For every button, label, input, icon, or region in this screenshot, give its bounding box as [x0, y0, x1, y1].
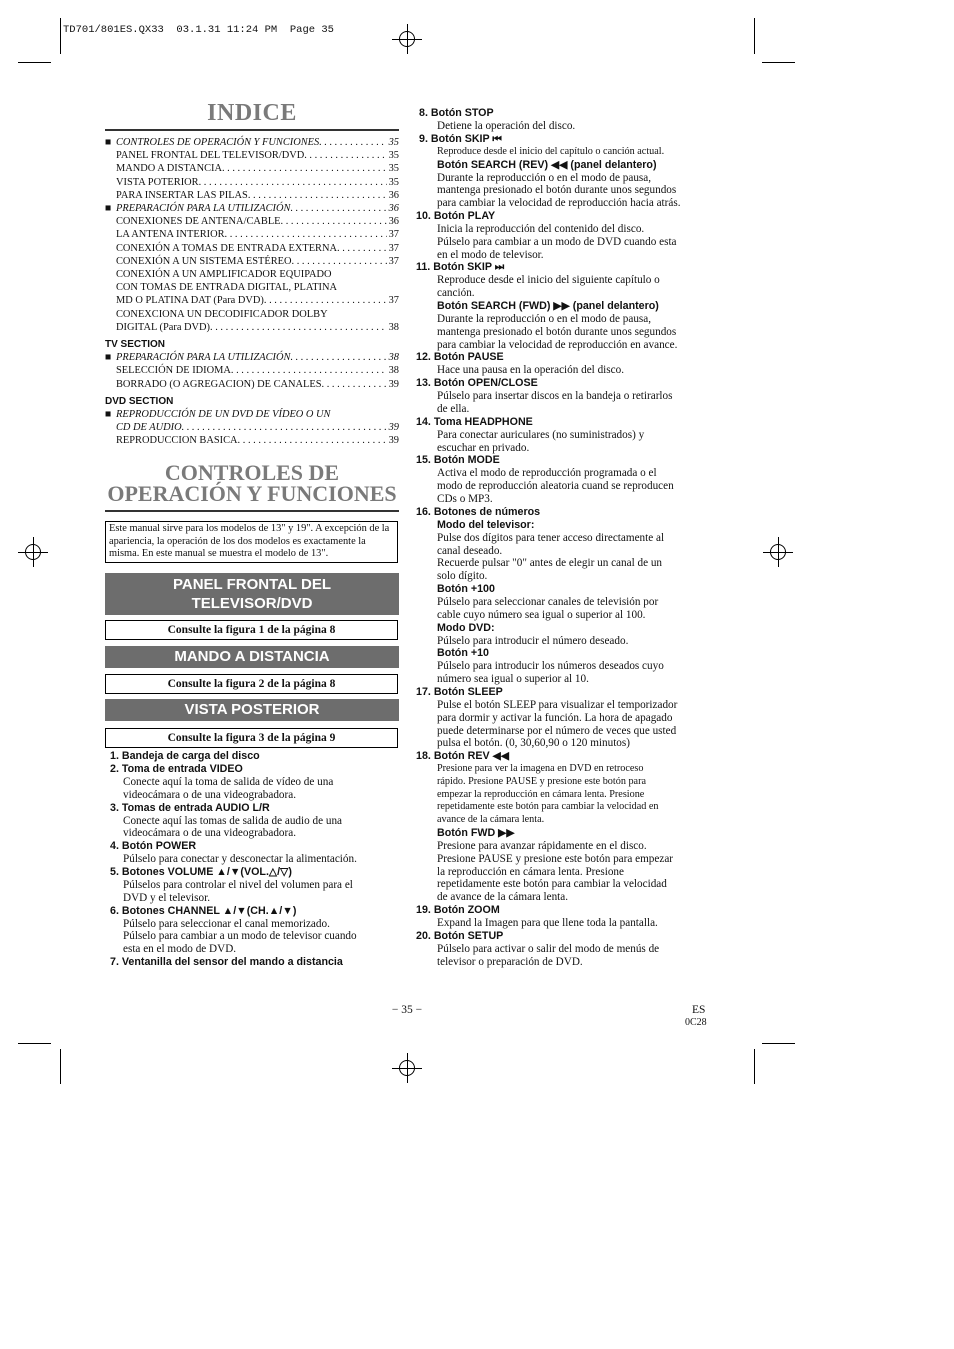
- index-title: INDICE: [207, 100, 297, 126]
- toc-entry-label: CONTROLES DE OPERACIÓN Y FUNCIONES: [116, 137, 320, 148]
- item-heading: 8. Botón STOP: [419, 107, 494, 119]
- item-description: Detiene la operación del disco.: [437, 120, 576, 132]
- item-heading: 6. Botones CHANNEL ▲/▼(CH.▲/▼): [110, 904, 297, 917]
- registration-mark-icon: [763, 537, 793, 567]
- item-description: Durante la reproducción o en el modo de pausa,: [437, 312, 652, 325]
- toc-entry-label: CD DE AUDIO: [116, 422, 182, 434]
- item-heading: 18. Botón REV ◀◀: [416, 750, 510, 763]
- section-title-line: OPERACIÓN Y FUNCIONES: [107, 481, 397, 506]
- table-of-contents: [105, 136, 399, 448]
- item-description: Para conectar auriculares (no suministrados) y: [437, 428, 645, 441]
- item-heading: 3. Tomas de entrada AUDIO L/R: [110, 801, 270, 814]
- item-description: DVD y el televisor.: [123, 891, 210, 904]
- page-number: − 35 −: [391, 1004, 423, 1016]
- toc-entry-label: CONEXCIONA UN DECODIFICADOR DOLBY: [116, 308, 328, 320]
- panel-frontal-reference: Consulte la figura 1 de la página 8: [105, 620, 398, 640]
- bullet-icon: ■: [105, 352, 112, 364]
- section-title: [105, 462, 399, 504]
- toc-entry-label: PREPARACIÓN PARA LA UTILIZACIÓN: [116, 352, 291, 364]
- divider: [105, 510, 399, 512]
- registration-mark-icon: [392, 1053, 422, 1083]
- mando-reference: Consulte la figura 2 de la página 8: [105, 674, 398, 694]
- item-description: para cambiar la velocidad de reproducción en avance.: [437, 338, 678, 351]
- item-description: puede determinarse por el número de veces que usted: [437, 724, 677, 737]
- toc-entry-label: VISTA POTERIOR: [116, 176, 199, 188]
- vista-heading: VISTA POSTERIOR: [105, 699, 399, 721]
- toc-entry-label: PREPARACIÓN PARA LA UTILIZACIÓN: [116, 203, 291, 215]
- item-description: videocámara o de una videograbadora.: [123, 788, 297, 801]
- mando-heading: MANDO A DISTANCIA: [105, 646, 399, 668]
- item-description: de ella.: [437, 402, 470, 415]
- item-subheading: Modo del televisor:: [437, 518, 535, 531]
- bullet-icon: ■: [105, 409, 112, 421]
- toc-entry-page: 35: [388, 150, 399, 162]
- toc-entry-label: MANDO A DISTANCIA: [116, 163, 222, 175]
- registration-mark-icon: [392, 24, 422, 54]
- toc-entry: [105, 308, 399, 321]
- section-title-line: CONTROLES DE: [164, 460, 340, 485]
- right-item-list: [416, 107, 716, 968]
- item-description: mantenga presionado el botón durante unos segundos: [437, 325, 677, 338]
- crop-mark: [18, 1043, 51, 1044]
- item-description: en el modo de televisor.: [437, 248, 544, 261]
- toc-entry-label: DIGITAL (Para DVD): [116, 321, 210, 333]
- item-description: de avance de la cámara lenta.: [437, 891, 569, 904]
- toc-entry-page: 38: [388, 321, 399, 333]
- item-description: repetidamente este botón para cambiar la velocidad: [437, 878, 667, 891]
- bullet-icon: ■: [105, 203, 112, 215]
- item-description: esta en el modo de DVD.: [123, 943, 237, 956]
- item-description: número sea igual o superior al 10.: [437, 673, 589, 686]
- item-heading: 17. Botón SLEEP: [416, 685, 503, 698]
- item-subheading: Botón FWD ▶▶: [437, 827, 515, 840]
- toc-entry-label: CONEXIÓN A TOMAS DE ENTRADA EXTERNA: [116, 242, 337, 254]
- item-description: Púlselo para activar o salir del modo de menús de: [437, 942, 660, 955]
- item-description: canción.: [437, 287, 475, 300]
- toc-entry: [105, 268, 399, 281]
- toc-entry-label: MD O PLATINA DAT (Para DVD): [116, 295, 264, 307]
- toc-entry: [105, 136, 399, 149]
- item-description: Presione para avanzar rápidamente en el disco.: [437, 840, 647, 853]
- item-description: empezar la reproducción en cámara lenta. Presione: [437, 788, 645, 800]
- toc-entry-label: PANEL FRONTAL DEL TELEVISOR/DVD: [116, 150, 305, 162]
- toc-entry-label: LA ANTENA INTERIOR: [116, 229, 225, 241]
- panel-frontal-heading: [105, 573, 399, 615]
- toc-entry: [105, 202, 399, 215]
- item-subheading: Modo DVD:: [437, 621, 495, 634]
- toc-entry: [105, 149, 399, 162]
- toc-entry: [105, 421, 399, 434]
- toc-entry-page: 37: [388, 255, 399, 267]
- item-description: Recuerde pulsar "0" antes de elegir un canal de un: [437, 557, 663, 570]
- item-subheading: Botón SEARCH (REV) ◀◀ (panel delantero): [437, 158, 657, 171]
- language-code: ES: [692, 1004, 706, 1016]
- toc-entry-page: 39: [388, 435, 399, 447]
- toc-entry: [105, 395, 399, 408]
- toc-entry: [105, 189, 399, 202]
- item-description: pulsa el botón. (0, 30,60,90 o 120 minutos): [437, 737, 630, 750]
- item-description: Inicia la reproducción del contenido del disco.: [437, 222, 645, 235]
- toc-entry-page: 37: [388, 295, 399, 307]
- item-description: Púlselo para introducir el número deseado.: [437, 634, 629, 647]
- divider: [105, 129, 399, 131]
- toc-entry: [105, 378, 399, 391]
- toc-entry-page: 37: [388, 229, 399, 241]
- toc-entry-page: 35: [388, 137, 399, 148]
- item-description: Púlselo para conectar y desconectar la alimentación.: [123, 853, 357, 866]
- item-heading: 2. Toma de entrada VIDEO: [110, 763, 243, 775]
- toc-entry-label: DVD SECTION: [105, 395, 174, 407]
- crop-mark: [60, 1049, 61, 1084]
- item-description: Reproduce desde el inicio del siguiente capítulo o: [437, 274, 660, 287]
- item-heading: 16. Botones de números: [416, 505, 541, 518]
- item-description: televisor o preparación de DVD.: [437, 955, 583, 968]
- toc-entry-label: SELECCIÓN DE IDIOMA: [116, 365, 231, 377]
- item-heading: 9. Botón SKIP ⏮: [419, 132, 503, 145]
- toc-entry-page: 35: [388, 176, 399, 188]
- item-description: para dormir y activar la función. La hora de apagado: [437, 711, 673, 724]
- item-heading: 11. Botón SKIP ⏭: [416, 261, 505, 274]
- item-heading: 7. Ventanilla del sensor del mando a distancia: [110, 955, 343, 968]
- toc-entry: [105, 434, 399, 447]
- item-description: Expand la Imagen para que llene toda la pantalla.: [437, 917, 658, 930]
- toc-entry: [105, 408, 399, 421]
- item-description: Pulse el botón SLEEP para visualizar el temporizador: [437, 698, 678, 711]
- toc-entry-label: BORRADO (O AGREGACION) DE CANALES: [116, 378, 322, 390]
- print-slug: TD701/801ES.QX33 03.1.31 11:24 PM Page 35: [63, 24, 334, 36]
- item-description: Púlselo para introducir los números deseados cuyo: [437, 660, 664, 673]
- item-description: repetidamente este botón para cambiar la velocidad en: [437, 801, 659, 813]
- toc-entry-label: CONEXIONES DE ANTENA/CABLE: [116, 216, 281, 228]
- toc-entry-label: CONEXIÓN A UN SISTEMA ESTÉREO: [116, 255, 292, 267]
- crop-mark: [18, 62, 51, 63]
- item-heading: 5. Botones VOLUME ▲/▼(VOL.△/▽): [110, 865, 292, 878]
- left-item-list: [105, 750, 405, 969]
- item-description: Púlselos para controlar el nivel del volumen para el: [123, 878, 353, 891]
- toc-entry-page: 39: [388, 378, 399, 390]
- crop-mark: [762, 1043, 795, 1044]
- heading-line: PANEL FRONTAL DEL: [172, 576, 332, 593]
- heading-line: TELEVISOR/DVD: [191, 595, 313, 612]
- item-description: Conecte aquí la toma de salida de vídeo de una: [123, 776, 334, 788]
- item-description: Púlselo para cambiar a un modo de televisor cuando: [123, 930, 357, 943]
- item-description: Púlselo para cambiar a un modo de DVD cuando esta: [437, 235, 677, 248]
- item-subheading: Botón +100: [437, 582, 495, 595]
- toc-entry-page: 36: [388, 203, 399, 215]
- item-description: modo de reproducción aleatoria cuand se reproducen: [437, 480, 674, 493]
- item-description: Durante la reproducción o en el modo de pausa,: [437, 171, 652, 184]
- item-description: avance de la cámara lenta.: [437, 814, 545, 826]
- toc-entry: [105, 215, 399, 228]
- toc-entry-label: CONEXIÓN A UN AMPLIFICADOR EQUIPADO: [116, 269, 332, 281]
- item-heading: 20. Botón SETUP: [416, 929, 504, 942]
- item-description: cable cuyo número sea igual o superior al 100.: [437, 608, 646, 621]
- crop-mark: [754, 18, 755, 54]
- item-description: canal deseado.: [437, 544, 503, 557]
- item-heading: 1. Bandeja de carga del disco: [110, 750, 260, 762]
- toc-entry: [105, 294, 399, 307]
- toc-entry-page: 36: [388, 189, 399, 201]
- vista-reference: Consulte la figura 3 de la página 9: [105, 728, 398, 748]
- toc-entry-page: 39: [388, 422, 399, 434]
- toc-entry-label: CON TOMAS DE ENTRADA DIGITAL, PLATINA: [116, 282, 338, 294]
- item-subheading: Botón SEARCH (FWD) ▶▶ (panel delantero): [437, 299, 659, 312]
- toc-entry-page: 36: [388, 216, 399, 228]
- toc-entry-label: REPRODUCCION BASICA: [116, 435, 238, 447]
- item-description: mantenga presionado el botón durante unos segundos: [437, 184, 677, 197]
- item-description: Activa el modo de reproducción programada o el: [437, 467, 657, 480]
- item-description: Púlselo para insertar discos en la bandeja o retirarlos: [437, 390, 673, 403]
- item-heading: 10. Botón PLAY: [416, 209, 496, 222]
- toc-entry-label: PARA INSERTAR LAS PILAS: [116, 189, 248, 201]
- item-description: solo dígito.: [437, 570, 488, 583]
- item-description: Púlselo para seleccionar el canal memorizado.: [123, 917, 330, 930]
- toc-entry: [105, 176, 399, 189]
- item-heading: 4. Botón POWER: [110, 840, 197, 853]
- item-description: Presione para ver la imagena en DVD en retroceso: [437, 763, 644, 775]
- toc-entry: [105, 364, 399, 377]
- item-description: rápido. Presione PAUSE y presione este botón para: [437, 775, 646, 787]
- item-subheading: Botón +10: [437, 647, 489, 660]
- toc-entry: [105, 242, 399, 255]
- toc-entry: [105, 255, 399, 268]
- item-description: Púlselo para seleccionar canales de televisión por: [437, 595, 659, 608]
- toc-entry-label: TV SECTION: [105, 339, 166, 351]
- item-description: para cambiar la velocidad de reproducción hacia atrás.: [437, 197, 681, 210]
- registration-mark-icon: [18, 537, 48, 567]
- item-description: Reproduce desde el inicio del capítulo o canción actual.: [437, 145, 665, 157]
- crop-mark: [762, 62, 795, 63]
- toc-entry: [105, 228, 399, 241]
- doc-code: 0C28: [685, 1017, 707, 1028]
- item-heading: 15. Botón MODE: [416, 454, 500, 467]
- toc-entry-page: 35: [388, 163, 399, 175]
- model-note: Este manual sirve para los modelos de 13" y 19". A excepción de la apariencia, la operación de los dos modelos es exactamente la misma. En este manual se muestra el modelo de 13".: [105, 521, 398, 563]
- toc-entry: [105, 162, 399, 175]
- item-heading: 13. Botón OPEN/CLOSE: [416, 377, 538, 390]
- toc-entry: [105, 321, 399, 334]
- crop-mark: [754, 1049, 755, 1084]
- item-description: Hace una pausa en la operación del disco.: [437, 364, 624, 377]
- toc-entry: [105, 351, 399, 364]
- item-description: Presione PAUSE y presione este botón para empezar: [437, 852, 674, 865]
- toc-entry-page: 38: [388, 365, 399, 377]
- toc-entry: [105, 338, 399, 351]
- toc-entry-page: 38: [388, 352, 399, 364]
- toc-entry: [105, 281, 399, 294]
- item-heading: 14. Toma HEADPHONE: [416, 415, 533, 428]
- bullet-icon: ■: [105, 137, 112, 148]
- item-heading: 19. Botón ZOOM: [416, 904, 500, 917]
- item-description: Pulse dos dígitos para tener acceso directamente al: [437, 531, 665, 544]
- item-description: videocámara o de una videograbadora.: [123, 827, 297, 840]
- crop-mark: [60, 18, 61, 54]
- item-description: Conecte aquí las tomas de salida de audio de una: [123, 814, 343, 827]
- toc-entry-label: REPRODUCCIÓN DE UN DVD DE VÍDEO O UN: [116, 409, 331, 421]
- item-description: escuchar en privado.: [437, 441, 530, 454]
- item-description: la reproducción en cámara lenta. Presione: [437, 865, 624, 878]
- item-heading: 12. Botón PAUSE: [416, 351, 504, 364]
- toc-entry-page: 37: [388, 242, 399, 254]
- item-description: CDs o MP3.: [437, 492, 493, 505]
